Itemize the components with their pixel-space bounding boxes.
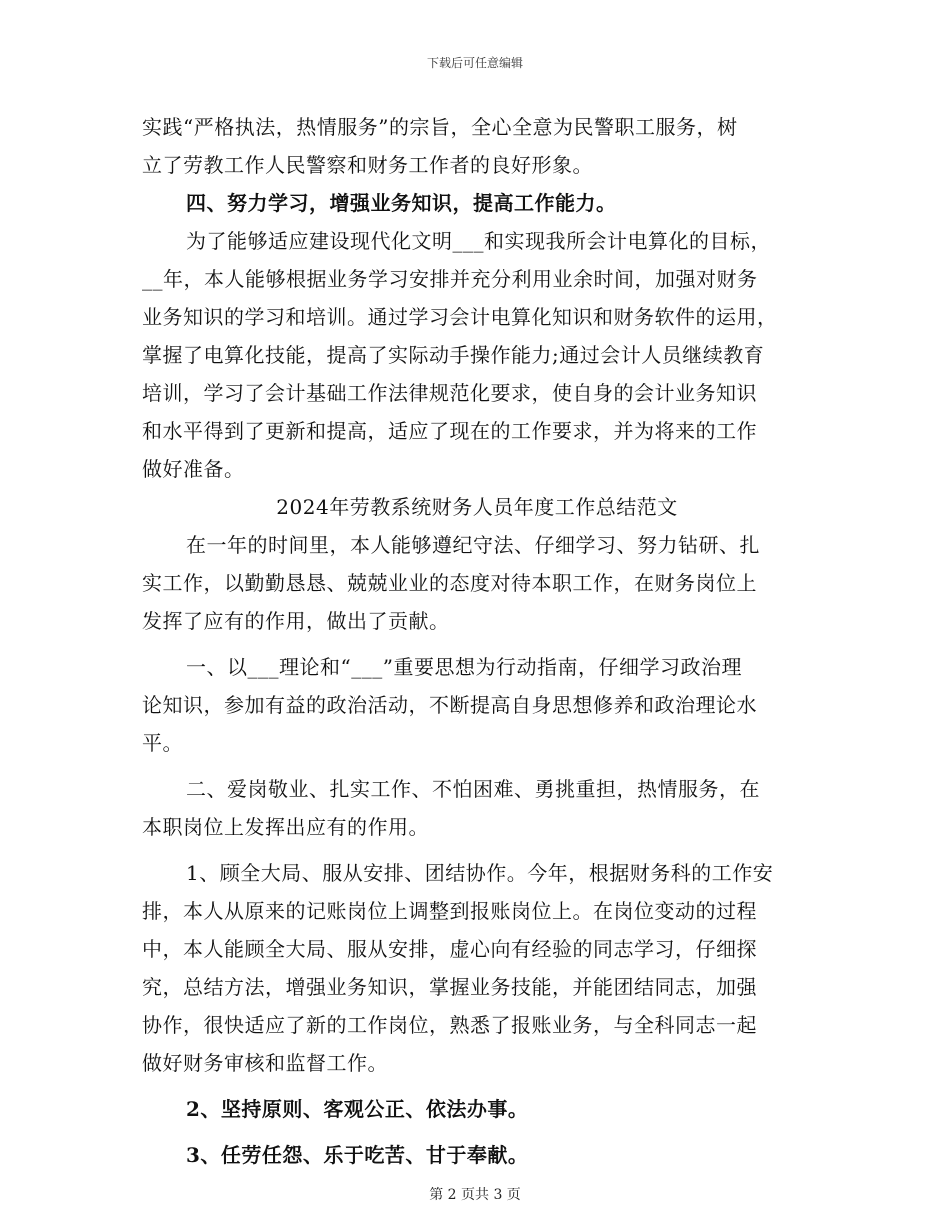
page-footer: 第 2 页共 3 页	[429, 1187, 521, 1203]
section-heading: 2、坚持原则、客观公正、依法办事。	[186, 1097, 529, 1121]
paragraph-line: 实践“严格执法，热情服务”的宗旨，全心全意为民警职工服务，树	[142, 115, 738, 139]
paragraph-line: 究，总结方法，增强业务知识，掌握业务技能，并能团结同志，加强	[142, 975, 757, 999]
section-heading: 3、任劳任怨、乐于吃苦、甘于奉献。	[186, 1143, 529, 1167]
paragraph-line: 排，本人从原来的记账岗位上调整到报账岗位上。在岗位变动的过程	[142, 899, 757, 923]
paragraph-line: 为了能够适应建设现代化文明___和实现我所会计电算化的目标，	[186, 229, 771, 253]
paragraph-line: 本职岗位上发挥出应有的作用。	[142, 815, 429, 839]
page-header: 下载后可任意编辑	[426, 56, 523, 70]
paragraph-line: 论知识，参加有益的政治活动，不断提高自身思想修养和政治理论水	[142, 693, 757, 717]
paragraph-line: 一、以___理论和“___”重要思想为行动指南，仔细学习政治理	[186, 655, 742, 679]
paragraph-line: 做好财务审核和监督工作。	[142, 1051, 388, 1075]
paragraph-line: 发挥了应有的作用，做出了贡献。	[142, 609, 450, 633]
document-title: 2024年劳教系统财务人员年度工作总结范文	[276, 495, 678, 519]
paragraph-line: 协作，很快适应了新的工作岗位，熟悉了报账业务，与全科同志一起	[142, 1013, 757, 1037]
paragraph-line: 和水平得到了更新和提高，适应了现在的工作要求，并为将来的工作	[142, 419, 757, 443]
paragraph-line: 二、爱岗敬业、扎实工作、不怕困难、勇挑重担，热情服务，在	[186, 777, 760, 801]
document-body	[142, 108, 802, 1174]
paragraph-line: 平。	[142, 731, 183, 755]
paragraph-line: 掌握了电算化技能，提高了实际动手操作能力;通过会计人员继续教育	[142, 343, 765, 367]
paragraph-line: 实工作，以勤勤恳恳、兢兢业业的态度对待本职工作，在财务岗位上	[142, 571, 757, 595]
paragraph-line: 立了劳教工作人民警察和财务工作者的良好形象。	[142, 153, 593, 177]
paragraph-line: __年，本人能够根据业务学习安排并充分利用业余时间，加强对财务	[142, 267, 758, 291]
section-heading: 四、努力学习，增强业务知识，提高工作能力。	[186, 191, 617, 215]
paragraph-line: 1、顾全大局、服从安排、团结协作。今年，根据财务科的工作安	[186, 861, 774, 885]
paragraph-line: 业务知识的学习和培训。通过学习会计电算化知识和财务软件的运用，	[142, 305, 778, 329]
paragraph-line: 中，本人能顾全大局、服从安排，虚心向有经验的同志学习，仔细探	[142, 937, 757, 961]
paragraph-line: 在一年的时间里，本人能够遵纪守法、仔细学习、努力钻研、扎	[186, 533, 760, 557]
paragraph-line: 做好准备。	[142, 457, 245, 481]
paragraph-line: 培训，学习了会计基础工作法律规范化要求，使自身的会计业务知识	[142, 381, 757, 405]
